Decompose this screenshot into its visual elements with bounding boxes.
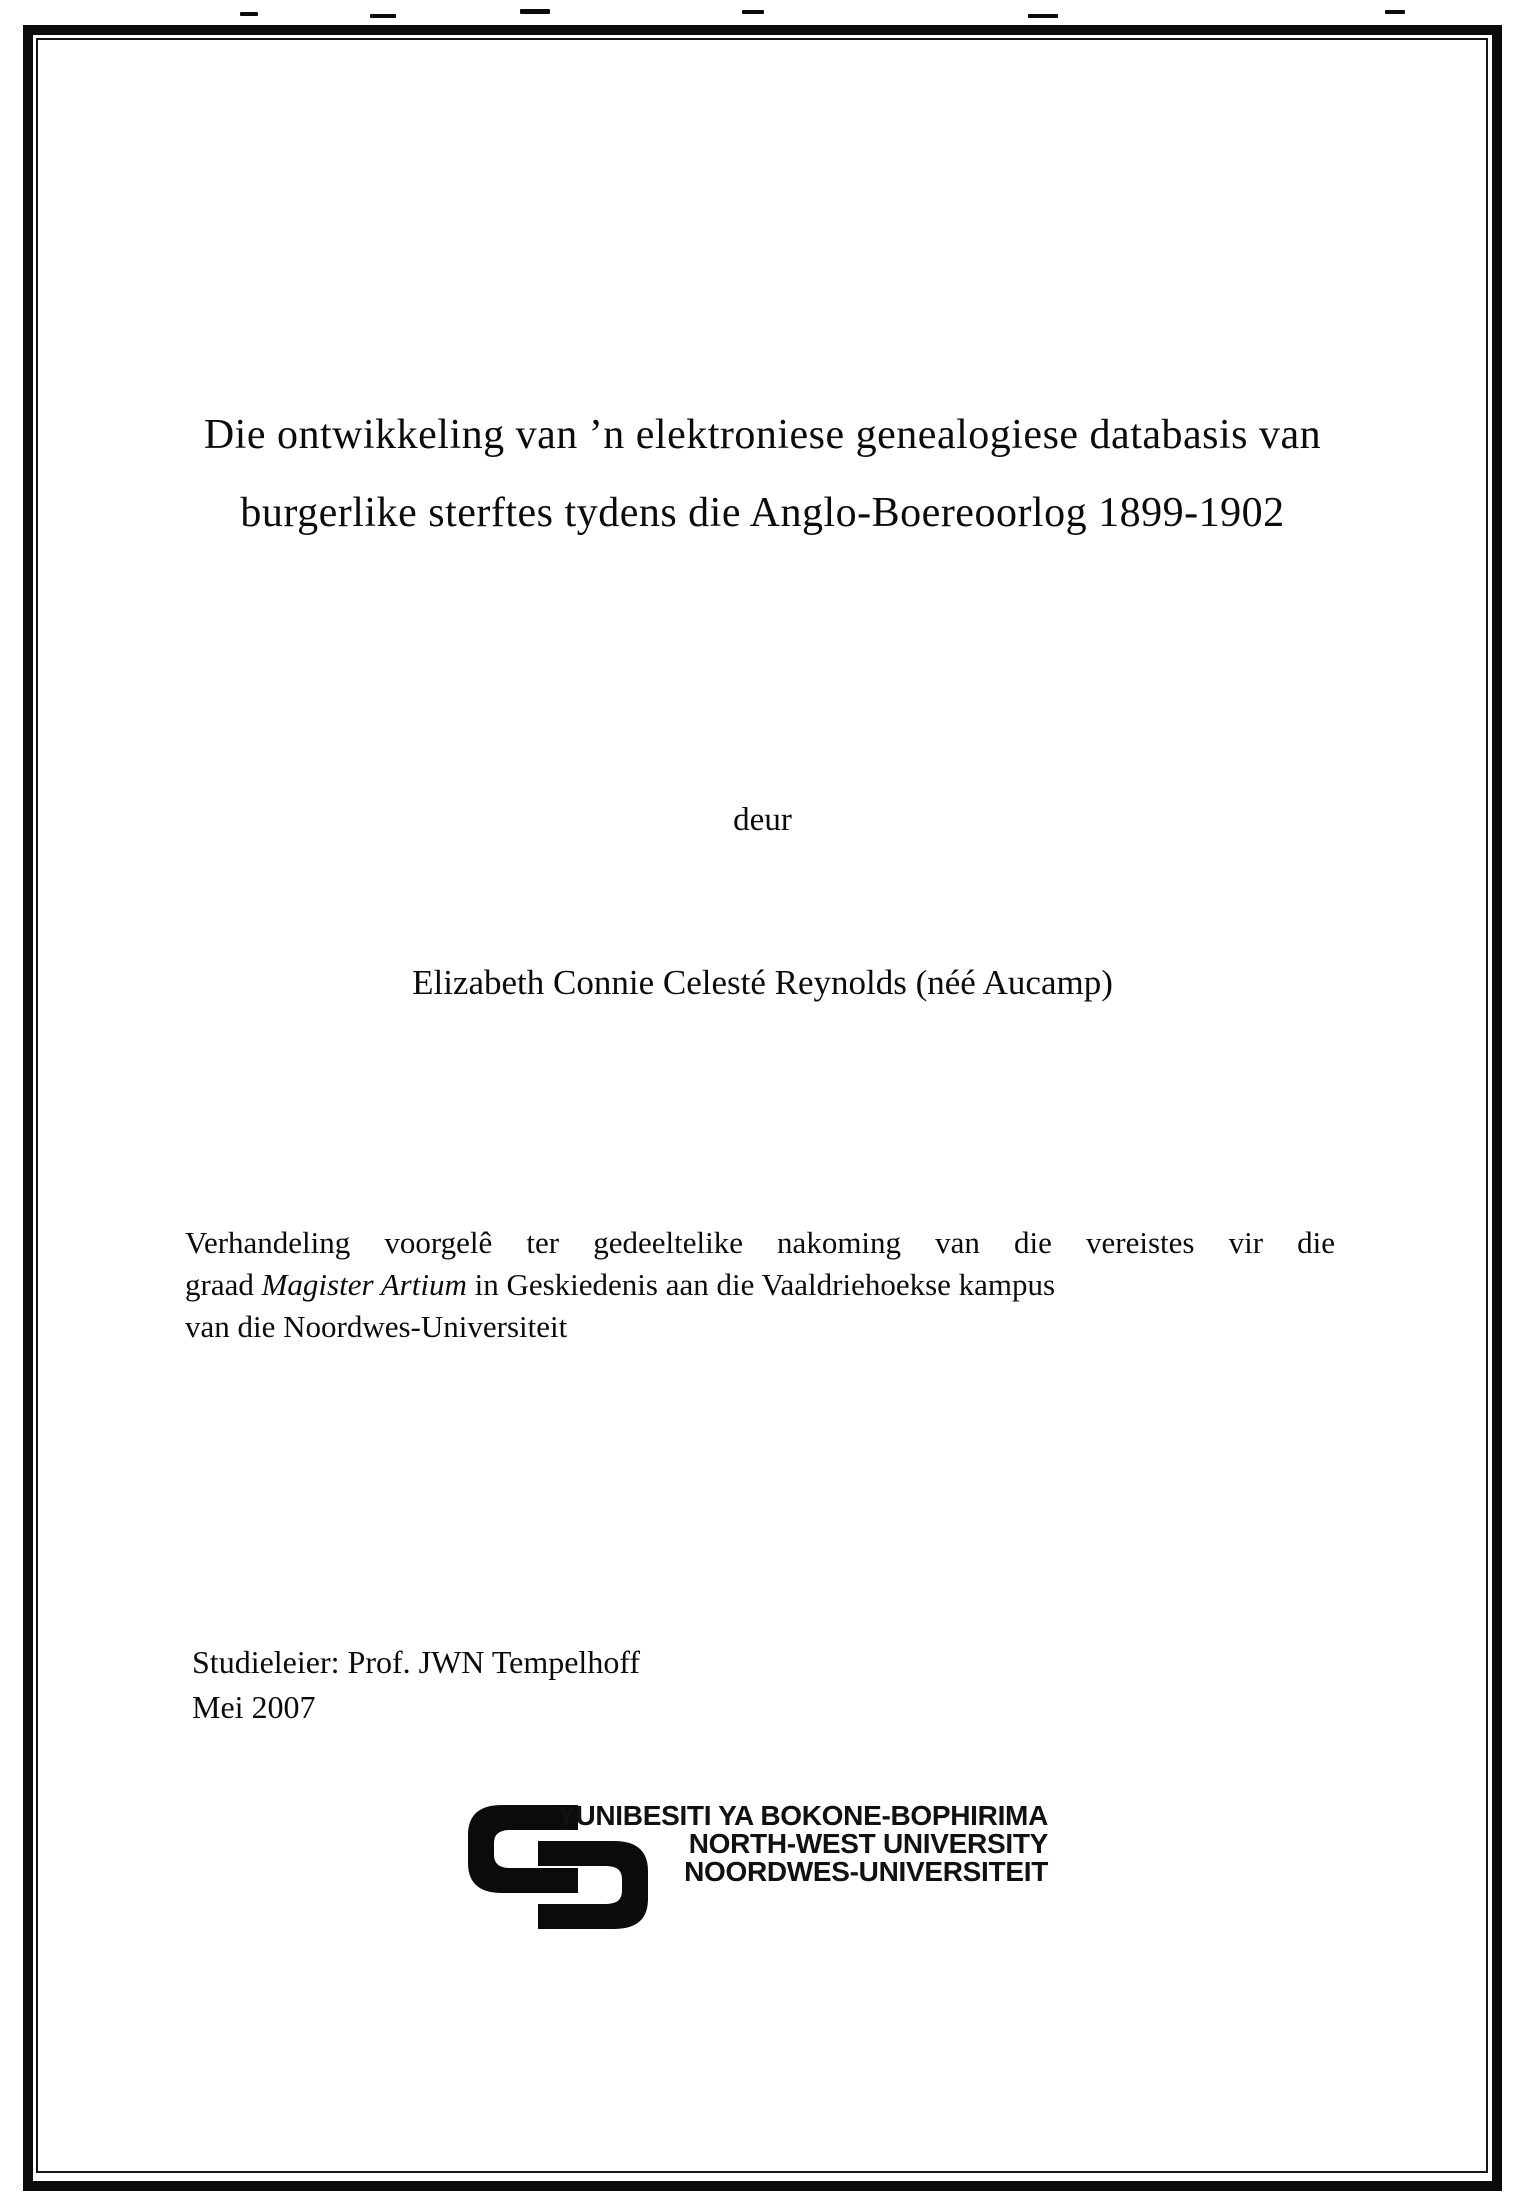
- university-wordmark: [548, 1802, 1048, 1886]
- date-line: Mei 2007: [192, 1689, 316, 1725]
- declaration-line2-post: in Geskiedenis aan die Vaaldriehoekse kampus: [466, 1267, 1056, 1302]
- supervisor-block: [192, 1640, 1092, 1730]
- scan-speck: [1028, 14, 1058, 18]
- university-name-setswana: YUNIBESITI YA BOKONE-BOPHIRIMA: [557, 1800, 1048, 1831]
- thesis-title: [23, 396, 1502, 552]
- scan-speck: [520, 9, 550, 14]
- declaration-line3: van die Noordwes-Universiteit: [185, 1309, 568, 1344]
- author-name: Elizabeth Connie Celesté Reynolds (néé Aucamp): [412, 963, 1113, 1002]
- declaration-line1: Verhandeling voorgelê ter gedeeltelike nakoming van die vereistes vir die: [185, 1225, 1335, 1260]
- scan-speck: [742, 10, 764, 14]
- university-name-english: NORTH-WEST UNIVERSITY: [688, 1828, 1048, 1859]
- byline-label: deur: [733, 802, 792, 838]
- thesis-title-line1: Die ontwikkeling van ’n elektroniese genealogiese databasis van: [203, 412, 1322, 458]
- degree-name-italic: Magister Artium: [261, 1267, 467, 1302]
- thesis-title-line2: burgerlike sterftes tydens die Anglo-Boereoorlog 1899-1902: [240, 490, 1285, 536]
- scan-speck: [240, 12, 258, 16]
- declaration-line2: [185, 1264, 1335, 1306]
- degree-declaration: [185, 1222, 1335, 1348]
- declaration-line2-pre: graad: [185, 1267, 262, 1302]
- supervisor-line: Studieleier: Prof. JWN Tempelhoff: [192, 1644, 641, 1680]
- university-name-afrikaans: NOORDWES-UNIVERSITEIT: [684, 1856, 1048, 1887]
- scan-speck: [370, 14, 396, 18]
- scan-speck: [1385, 10, 1405, 14]
